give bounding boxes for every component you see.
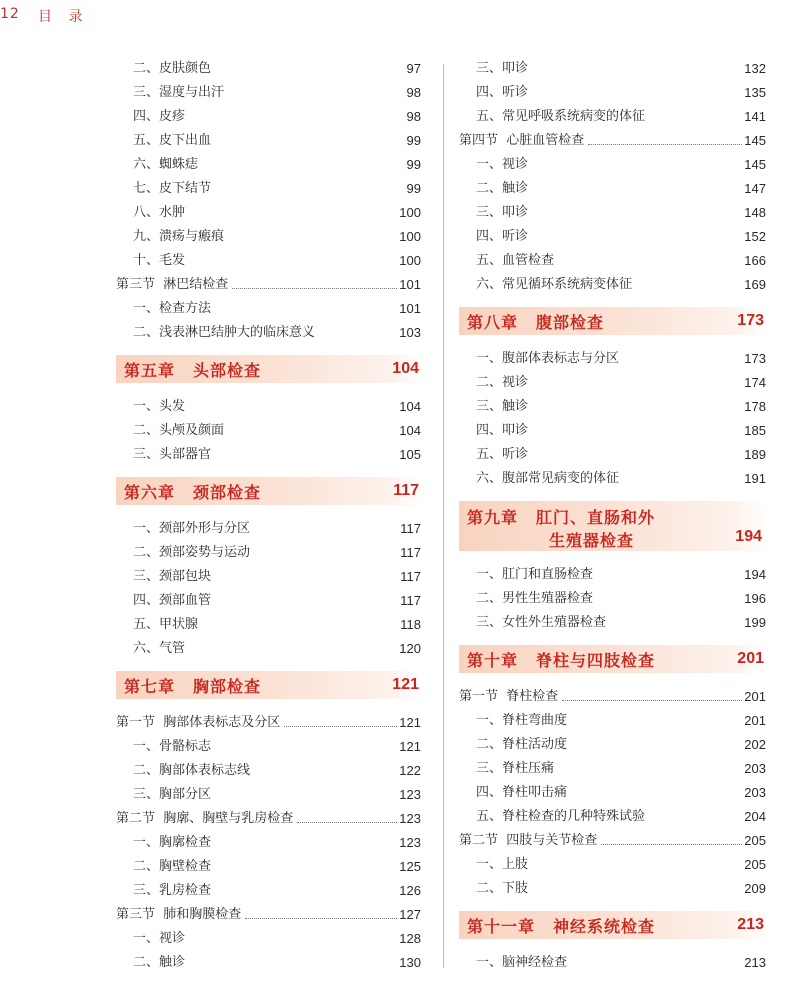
toc-item-page: 152 — [744, 229, 766, 244]
toc-chapter[interactable] — [459, 911, 766, 939]
toc-item[interactable] — [116, 855, 421, 879]
toc-item[interactable] — [116, 321, 421, 345]
toc-item[interactable] — [116, 443, 421, 467]
toc-item[interactable] — [116, 57, 421, 81]
toc-item-label: 三、触诊 — [476, 399, 529, 414]
toc-item-label: 一、腹部体表标志与分区 — [476, 351, 620, 366]
toc-item[interactable] — [116, 879, 421, 903]
toc-section[interactable] — [459, 829, 766, 853]
section-page: 145 — [744, 133, 766, 148]
chapter-page: 104 — [392, 360, 419, 377]
toc-item-label: 五、常见呼吸系统病变的体征 — [476, 109, 646, 124]
chapter-number: 第九章 — [467, 508, 519, 527]
chapter-page: 213 — [737, 916, 764, 933]
toc-item-page: 100 — [399, 205, 421, 220]
toc-item[interactable] — [116, 297, 421, 321]
toc-item[interactable] — [459, 467, 766, 491]
section-page: 201 — [744, 689, 766, 704]
toc-item[interactable] — [459, 709, 766, 733]
toc-item-page: 209 — [744, 881, 766, 896]
toc-item-label: 四、皮疹 — [133, 109, 186, 124]
toc-chapter[interactable] — [116, 477, 421, 505]
toc-item-label: 一、头发 — [133, 399, 186, 414]
toc-item-label: 五、皮下出血 — [133, 133, 212, 148]
dot-leader — [284, 726, 397, 727]
chapter-title: 颈部检查 — [193, 482, 262, 502]
toc-item-label: 一、脊柱弯曲度 — [476, 713, 568, 728]
toc-item-label: 十、毛发 — [133, 253, 186, 268]
toc-chapter[interactable] — [116, 355, 421, 383]
toc-item-label: 六、蜘蛛痣 — [133, 157, 199, 172]
toc-item[interactable] — [459, 781, 766, 805]
toc-item-page: 117 — [400, 593, 421, 608]
toc-item-page: 194 — [744, 567, 766, 582]
toc-item-page: 99 — [406, 133, 421, 148]
chapter-page: 194 — [735, 528, 762, 545]
toc-item-page: 148 — [744, 205, 766, 220]
toc-item-page: 118 — [400, 617, 421, 632]
toc-item-page: 117 — [400, 569, 421, 584]
toc-item[interactable] — [459, 853, 766, 877]
toc-item[interactable] — [459, 611, 766, 635]
toc-item-label: 一、颈部外形与分区 — [133, 521, 251, 536]
toc-item-page: 185 — [744, 423, 766, 438]
toc-item-label: 五、脊柱检查的几种特殊试验 — [476, 809, 646, 824]
toc-item-label: 三、叩诊 — [476, 61, 529, 76]
toc-item[interactable] — [459, 563, 766, 587]
toc-item-label: 三、颈部包块 — [133, 569, 212, 584]
toc-section[interactable] — [116, 711, 421, 735]
toc-section[interactable] — [459, 685, 766, 709]
toc-right-column — [459, 57, 766, 975]
toc-item[interactable] — [116, 81, 421, 105]
toc-item-page: 196 — [744, 591, 766, 606]
toc-item-page: 173 — [744, 351, 766, 366]
toc-item[interactable] — [459, 805, 766, 829]
toc-item[interactable] — [459, 57, 766, 81]
toc-item-label: 二、脊柱活动度 — [476, 737, 568, 752]
toc-item[interactable] — [116, 951, 421, 975]
toc-item-page: 203 — [744, 761, 766, 776]
section-page: 121 — [399, 715, 421, 730]
toc-item-label: 二、男性生殖器检查 — [476, 591, 594, 606]
toc-item[interactable] — [459, 757, 766, 781]
toc-item-label: 三、乳房检查 — [133, 883, 212, 898]
section-title: 心脏血管检查 — [506, 133, 585, 148]
toc-item[interactable] — [116, 419, 421, 443]
toc-item-label: 五、听诊 — [476, 447, 529, 462]
dot-leader — [245, 918, 397, 919]
chapter-number: 第六章 — [124, 482, 176, 502]
toc-item-label: 二、胸壁检查 — [133, 859, 212, 874]
dot-leader — [588, 144, 742, 145]
toc-item[interactable] — [116, 395, 421, 419]
toc-item-label: 二、触诊 — [133, 955, 186, 970]
toc-item-page: 104 — [399, 423, 421, 438]
toc-item[interactable] — [459, 273, 766, 297]
toc-item-label: 四、听诊 — [476, 85, 529, 100]
toc-item[interactable] — [459, 249, 766, 273]
chapter-title: 胸部检查 — [193, 676, 262, 696]
toc-item-page: 213 — [744, 955, 766, 970]
toc-item[interactable] — [116, 735, 421, 759]
toc-item[interactable] — [459, 395, 766, 419]
section-number: 第一节 — [116, 715, 156, 730]
toc-item[interactable] — [116, 783, 421, 807]
section-title: 胸廓、胸壁与乳房检查 — [163, 811, 294, 826]
toc-item[interactable] — [459, 443, 766, 467]
toc-chapter[interactable] — [116, 671, 421, 699]
chapter-title-line2: 生殖器检查 — [549, 531, 635, 550]
toc-item[interactable] — [116, 613, 421, 637]
toc-item[interactable] — [116, 225, 421, 249]
section-title: 四肢与关节检查 — [506, 833, 598, 848]
toc-item-page: 204 — [744, 809, 766, 824]
toc-item[interactable] — [459, 951, 766, 975]
toc-item-page: 169 — [744, 277, 766, 292]
toc-item-label: 二、下肢 — [476, 881, 529, 896]
toc-item[interactable] — [459, 201, 766, 225]
toc-item-page: 202 — [744, 737, 766, 752]
toc-item-page: 121 — [399, 739, 421, 754]
toc-item[interactable] — [116, 129, 421, 153]
section-page: 123 — [399, 811, 421, 826]
toc-item[interactable] — [116, 517, 421, 541]
toc-item[interactable] — [459, 347, 766, 371]
dot-leader — [562, 700, 742, 701]
toc-item-label: 二、浅表淋巴结肿大的临床意义 — [133, 325, 316, 340]
toc-chapter[interactable] — [459, 501, 766, 551]
toc-item[interactable] — [116, 177, 421, 201]
toc-item-label: 五、甲状腺 — [133, 617, 199, 632]
chapter-page: 201 — [737, 650, 764, 667]
chapter-number: 第七章 — [124, 676, 176, 696]
toc-item-page: 123 — [399, 787, 421, 802]
toc-item-page: 123 — [399, 835, 421, 850]
toc-item-label: 一、骨骼标志 — [133, 739, 212, 754]
toc-item-label: 二、颈部姿势与运动 — [133, 545, 251, 560]
toc-item-label: 二、皮肤颜色 — [133, 61, 212, 76]
toc-item-page: 145 — [744, 157, 766, 172]
toc-item-page: 135 — [744, 85, 766, 100]
toc-item-label: 一、脑神经检查 — [476, 955, 568, 970]
chapter-title: 脊柱与四肢检查 — [536, 650, 656, 670]
toc-item-page: 98 — [406, 85, 421, 100]
toc-item-label: 九、溃疡与瘢痕 — [133, 229, 225, 244]
toc-item-label: 三、脊柱压痛 — [476, 761, 555, 776]
toc-item-label: 四、叩诊 — [476, 423, 529, 438]
toc-item[interactable] — [116, 831, 421, 855]
section-number: 第三节 — [116, 907, 156, 922]
toc-item-label: 一、上肢 — [476, 857, 529, 872]
chapter-title-line1: 肛门、直肠和外 — [536, 508, 656, 527]
toc-item-label: 三、湿度与出汗 — [133, 85, 225, 100]
toc-item-label: 二、视诊 — [476, 375, 529, 390]
toc-item[interactable] — [459, 877, 766, 901]
toc-item[interactable] — [459, 419, 766, 443]
toc-item-label: 三、头部器官 — [133, 447, 212, 462]
chapter-number: 第八章 — [467, 312, 519, 332]
toc-item-page: 103 — [399, 325, 421, 340]
toc-item-label: 一、视诊 — [476, 157, 529, 172]
toc-item-label: 七、皮下结节 — [133, 181, 212, 196]
toc-item-label: 六、气管 — [133, 641, 186, 656]
toc-item-label: 二、胸部体表标志线 — [133, 763, 251, 778]
chapter-title: 头部检查 — [193, 360, 262, 380]
toc-item-label: 一、视诊 — [133, 931, 186, 946]
toc-item-page: 97 — [406, 61, 421, 76]
toc-item[interactable] — [459, 587, 766, 611]
page-title: 目 录 — [38, 9, 89, 25]
toc-item-page: 126 — [399, 883, 421, 898]
toc-item-label: 六、腹部常见病变的体征 — [476, 471, 620, 486]
toc-left-column — [116, 57, 421, 975]
toc-item-page: 99 — [406, 157, 421, 172]
chapter-title: 腹部检查 — [536, 312, 605, 332]
toc-item-page: 141 — [744, 109, 766, 124]
toc-item-label: 一、肛门和直肠检查 — [476, 567, 594, 582]
section-title: 淋巴结检查 — [163, 277, 229, 292]
toc-item-label: 三、叩诊 — [476, 205, 529, 220]
column-divider — [443, 64, 444, 968]
toc-item-page: 191 — [744, 471, 766, 486]
toc-section[interactable] — [116, 273, 421, 297]
toc-item[interactable] — [116, 927, 421, 951]
chapter-number: 第五章 — [124, 360, 176, 380]
section-title: 胸部体表标志及分区 — [163, 715, 281, 730]
toc-item-page: 147 — [744, 181, 766, 196]
toc-item[interactable] — [116, 153, 421, 177]
toc-item[interactable] — [116, 105, 421, 129]
toc-item-label: 一、检查方法 — [133, 301, 212, 316]
toc-item[interactable] — [116, 589, 421, 613]
toc-item-page: 120 — [399, 641, 421, 656]
toc-item[interactable] — [459, 225, 766, 249]
toc-chapter[interactable] — [459, 645, 766, 673]
toc-item-page: 128 — [399, 931, 421, 946]
toc-item-page: 199 — [744, 615, 766, 630]
toc-item-page: 99 — [406, 181, 421, 196]
toc-item[interactable] — [459, 371, 766, 395]
toc-item-page: 125 — [399, 859, 421, 874]
toc-item-page: 205 — [744, 857, 766, 872]
toc-item[interactable] — [459, 177, 766, 201]
toc-item-label: 四、颈部血管 — [133, 593, 212, 608]
chapter-title: 神经系统检查 — [553, 916, 656, 936]
section-title: 脊柱检查 — [506, 689, 559, 704]
section-number: 第四节 — [459, 133, 499, 148]
toc-item-label: 三、胸部分区 — [133, 787, 212, 802]
toc-item-page: 122 — [399, 763, 421, 778]
toc-item-page: 104 — [399, 399, 421, 414]
toc-item-label: 二、触诊 — [476, 181, 529, 196]
dot-leader — [297, 822, 397, 823]
toc-item-page: 203 — [744, 785, 766, 800]
toc-item-label: 三、女性外生殖器检查 — [476, 615, 607, 630]
toc-item[interactable] — [116, 637, 421, 661]
toc-section[interactable] — [116, 903, 421, 927]
chapter-number: 第十章 — [467, 650, 519, 670]
section-number: 第一节 — [459, 689, 499, 704]
chapter-page: 117 — [393, 482, 419, 499]
section-number: 第二节 — [459, 833, 499, 848]
toc-item-page: 178 — [744, 399, 766, 414]
toc-item-label: 二、头颅及颜面 — [133, 423, 225, 438]
section-title: 肺和胸膜检查 — [163, 907, 242, 922]
section-number: 第三节 — [116, 277, 156, 292]
toc-chapter[interactable] — [459, 307, 766, 335]
toc-item-page: 132 — [744, 61, 766, 76]
toc-item-page: 100 — [399, 253, 421, 268]
page-number: 12 — [0, 6, 20, 22]
toc-item[interactable] — [116, 565, 421, 589]
chapter-page: 173 — [737, 312, 764, 329]
toc-item-page: 117 — [400, 545, 421, 560]
toc-item[interactable] — [459, 733, 766, 757]
toc-item-page: 101 — [399, 301, 421, 316]
toc-item-label: 一、胸廓检查 — [133, 835, 212, 850]
toc-item[interactable] — [116, 201, 421, 225]
toc-item-label: 八、水肿 — [133, 205, 186, 220]
dot-leader — [232, 288, 397, 289]
toc-item-page: 174 — [744, 375, 766, 390]
toc-section[interactable] — [116, 807, 421, 831]
section-page: 127 — [399, 907, 421, 922]
toc-item-label: 四、脊柱叩击痛 — [476, 785, 568, 800]
chapter-page: 121 — [392, 676, 419, 693]
section-page: 205 — [744, 833, 766, 848]
toc-item-label: 四、听诊 — [476, 229, 529, 244]
dot-leader — [601, 844, 742, 845]
section-page: 101 — [399, 277, 421, 292]
toc-item-page: 100 — [399, 229, 421, 244]
toc-item[interactable] — [116, 759, 421, 783]
toc-item[interactable] — [459, 105, 766, 129]
toc-section[interactable] — [459, 129, 766, 153]
toc-item-page: 130 — [399, 955, 421, 970]
toc-item-label: 六、常见循环系统病变体征 — [476, 277, 633, 292]
toc-item-page: 105 — [399, 447, 421, 462]
toc-item[interactable] — [459, 153, 766, 177]
toc-item-page: 166 — [744, 253, 766, 268]
toc-item[interactable] — [116, 541, 421, 565]
toc-item-page: 117 — [400, 521, 421, 536]
toc-item[interactable] — [116, 249, 421, 273]
toc-item-page: 189 — [744, 447, 766, 462]
toc-item-page: 201 — [744, 713, 766, 728]
toc-item[interactable] — [459, 81, 766, 105]
toc-item-label: 五、血管检查 — [476, 253, 555, 268]
chapter-number: 第十一章 — [467, 916, 536, 936]
toc-item-page: 98 — [406, 109, 421, 124]
section-number: 第二节 — [116, 811, 156, 826]
